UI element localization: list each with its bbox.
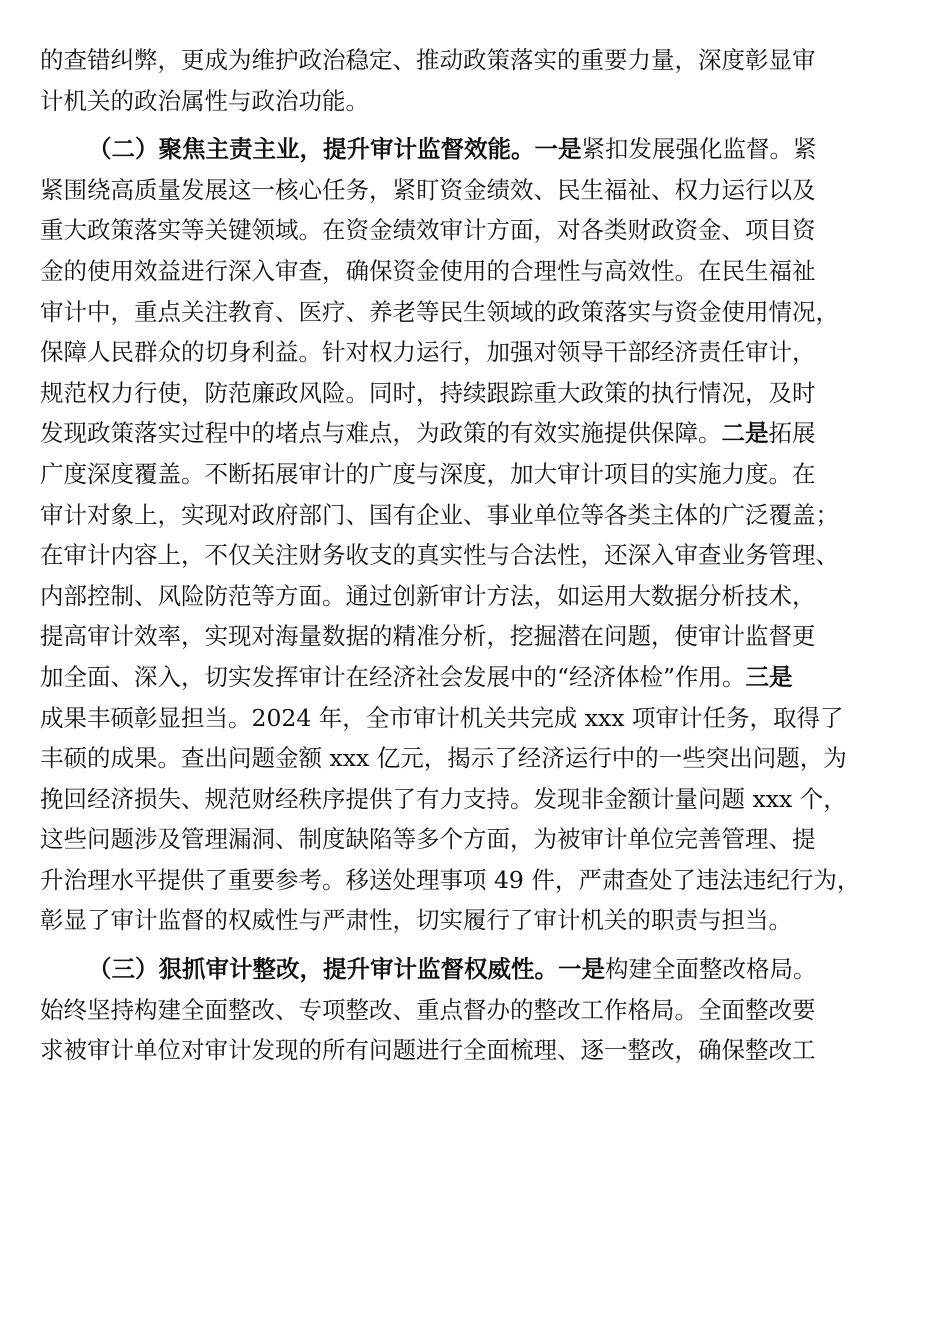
text-line: 保障人民群众的切身利益。针对权力运行，加强对领导干部经济责任审计， [40,338,816,367]
text-run: 构建全面整改格局。 [605,955,817,984]
text-line: 这些问题涉及管理漏洞、制度缺陷等多个方面，为被审计单位完善管理、提 [40,825,816,854]
text-line: 广度深度覆盖。不断拓展审计的广度与深度，加大审计项目的实施力度。在 [40,459,816,488]
text-line: 内部控制、风险防范等方面。通过创新审计方法，如运用大数据分析技术， [40,581,816,610]
text-line [40,413,910,454]
item-lead: 一是 [534,135,582,164]
text-line: 成果丰硕彰显担当。2024 年，全市审计机关共完成 xxx 项审计任务，取得了 [40,703,844,732]
document-page [40,40,910,1071]
item-lead: 一是 [558,955,605,984]
paragraph-2 [40,129,910,941]
section-heading: （三）狠抓审计整改，提升审计监督权威性。 [88,955,558,984]
text-line: 紧围绕高质量发展这一核心任务，紧盯资金绩效、民生福祉、权力运行以及 [40,175,816,204]
text-line: 求被审计单位对审计发现的所有问题进行全面梳理、逐一整改，确保整改工 [40,1036,816,1065]
text-line [40,657,910,698]
text-run: 拓展 [768,419,816,448]
text-line: 规范权力行使，防范廉政风险。同时，持续跟踪重大政策的执行情况，及时 [40,378,816,407]
text-run: 加全面、深入，切实发挥审计在经济社会发展中的“经济体检”作用。 [40,662,746,691]
paragraph-1 [40,40,910,121]
text-line: 审计对象上，实现对政府部门、国有企业、事业单位等各类主体的广泛覆盖； [40,500,839,529]
item-lead: 二是 [721,419,769,448]
text-line: 金的使用效益进行深入审查，确保资金使用的合理性与高效性。在民生福祉 [40,256,816,285]
text-line: 升治理水平提供了重要参考。移送处理事项 49 件，严肃查处了违法违纪行为， [40,865,861,894]
text-line [40,949,910,990]
text-line: 在审计内容上，不仅关注财务收支的真实性与合法性，还深入审查业务管理、 [40,541,839,570]
text-line [40,129,910,170]
text-run: 紧扣发展强化监督。紧 [581,135,817,164]
text-line: 计机关的政治属性与政治功能。 [40,86,369,115]
section-heading: （二）聚焦主责主业，提升审计监督效能。 [88,135,535,164]
text-line: 的查错纠弊，更成为维护政治稳定、推动政策落实的重要力量，深度彰显审 [40,46,816,74]
item-lead: 三是 [745,662,793,691]
paragraph-3 [40,949,910,1071]
text-line: 重大政策落实等关键领域。在资金绩效审计方面，对各类财政资金、项目资 [40,216,816,245]
text-run: 发现政策落实过程中的堵点与难点，为政策的有效实施提供保障。 [40,419,722,448]
text-line: 彰显了审计监督的权威性与严肃性，切实履行了审计机关的职责与担当。 [40,906,792,935]
text-line: 挽回经济损失、规范财经秩序提供了有力支持。发现非金额计量问题 xxx 个， [40,784,847,813]
text-line: 审计中，重点关注教育、医疗、养老等民生领域的政策落实与资金使用情况， [40,297,839,326]
text-line: 提高审计效率，实现对海量数据的精准分析，挖掘潜在问题，使审计监督更 [40,622,816,651]
text-line: 丰硕的成果。查出问题金额 xxx 亿元，揭示了经济运行中的一些突出问题，为 [40,744,847,773]
text-line: 始终坚持构建全面整改、专项整改、重点督办的整改工作格局。全面整改要 [40,995,816,1024]
